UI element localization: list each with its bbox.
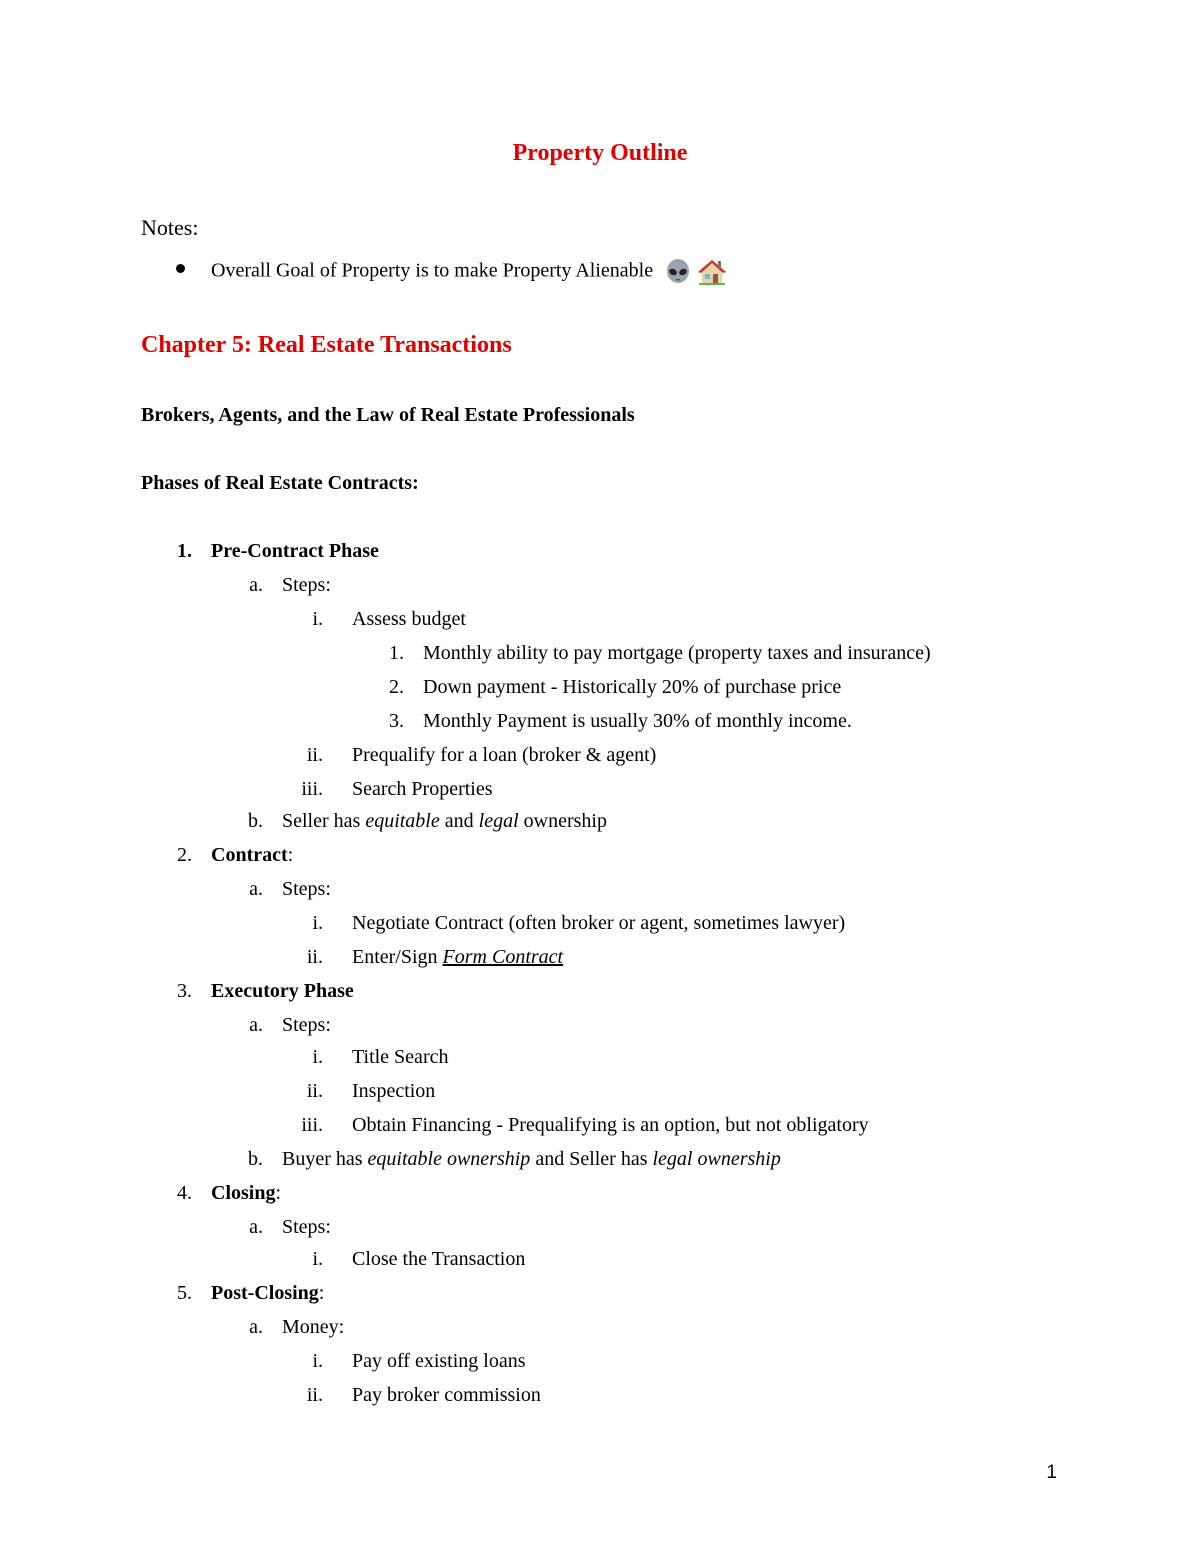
- emphasis-text: equitable ownership: [367, 1148, 531, 1170]
- list-letter: a.: [249, 878, 263, 900]
- house-icon: [697, 258, 727, 286]
- list-item: Monthly ability to pay mortgage (property taxes and insurance): [423, 642, 931, 664]
- emphasis-text: equitable: [365, 810, 440, 832]
- list-item: Obtain Financing - Prequalifying is an option, but not obligatory: [352, 1114, 869, 1136]
- phases-heading: Phases of Real Estate Contracts:: [141, 472, 419, 494]
- list-item: Inspection: [352, 1080, 436, 1102]
- bullet-icon: [176, 264, 185, 273]
- list-roman: i.: [312, 608, 323, 630]
- list-item: Title Search: [352, 1046, 449, 1068]
- list-roman: ii.: [306, 946, 323, 968]
- text-run: Seller has: [282, 810, 366, 832]
- phase-title-text: Contract: [211, 844, 288, 866]
- alien-icon: [664, 258, 692, 286]
- document-title: Property Outline: [512, 140, 688, 166]
- phase-title-text: Executory Phase: [211, 980, 354, 1002]
- list-number: 5.: [177, 1282, 192, 1304]
- list-roman: ii.: [306, 744, 323, 766]
- list-number: 1.: [389, 642, 404, 664]
- list-number: 2.: [177, 844, 192, 866]
- emoji-group: [664, 258, 727, 286]
- list-number: 3.: [389, 710, 404, 732]
- text-run: ownership: [518, 810, 607, 832]
- phase-title: [211, 844, 293, 867]
- list-roman: i.: [312, 1248, 323, 1270]
- list-item: Down payment - Historically 20% of purchase price: [423, 676, 842, 698]
- list-item: Pay broker commission: [352, 1384, 541, 1406]
- list-item: Monthly Payment is usually 30% of monthly income.: [423, 710, 852, 732]
- phase-title-suffix: :: [318, 1282, 325, 1304]
- list-letter: a.: [249, 1216, 263, 1238]
- list-item: Close the Transaction: [352, 1248, 526, 1270]
- notes-item: [211, 258, 727, 286]
- list-roman: iii.: [301, 1114, 323, 1136]
- list-item: Money:: [282, 1316, 345, 1338]
- list-roman: ii.: [306, 1384, 323, 1406]
- phase-title: [211, 1282, 324, 1305]
- phase-title: [211, 540, 379, 563]
- list-letter: a.: [249, 1014, 263, 1036]
- list-item: Steps:: [282, 878, 331, 900]
- text-run: Buyer has: [282, 1148, 368, 1170]
- list-roman: i.: [312, 1046, 323, 1068]
- phase-title-text: Closing: [211, 1182, 276, 1204]
- list-item: Steps:: [282, 574, 331, 596]
- list-item: Pay off existing loans: [352, 1350, 526, 1372]
- list-letter: a.: [249, 1316, 263, 1338]
- list-number: 4.: [177, 1182, 192, 1204]
- list-roman: i.: [312, 1350, 323, 1372]
- notes-label: Notes:: [141, 215, 199, 240]
- list-item: Steps:: [282, 1014, 331, 1036]
- list-number: 3.: [177, 980, 192, 1002]
- list-item: Assess budget: [352, 608, 466, 630]
- notes-item-text: Overall Goal of Property is to make Property Alienable: [211, 259, 654, 282]
- list-roman: i.: [312, 912, 323, 934]
- chapter-heading: Chapter 5: Real Estate Transactions: [141, 332, 512, 358]
- emphasis-text: legal ownership: [652, 1148, 781, 1170]
- phase-title-text: Pre-Contract Phase: [211, 540, 379, 562]
- list-roman: iii.: [301, 778, 323, 800]
- list-item: Negotiate Contract (often broker or agent, sometimes lawyer): [352, 912, 846, 934]
- list-item: [352, 946, 563, 969]
- list-item: Steps:: [282, 1216, 331, 1238]
- text-run: and Seller has: [530, 1148, 653, 1170]
- list-letter: a.: [249, 574, 263, 596]
- text-run: Enter/Sign: [352, 946, 443, 968]
- list-number: 2.: [389, 676, 404, 698]
- emphasis-text: legal: [478, 810, 519, 832]
- list-number: 1.: [177, 540, 192, 562]
- phase-title: [211, 1182, 281, 1205]
- form-contract-link[interactable]: Form Contract: [442, 946, 564, 968]
- phase-title-text: Post-Closing: [211, 1282, 319, 1304]
- phase-title: [211, 980, 354, 1003]
- list-item: Search Properties: [352, 778, 493, 800]
- phase-title-suffix: :: [275, 1182, 282, 1204]
- page-number: 1: [1046, 1462, 1057, 1483]
- list-item: [282, 1148, 781, 1171]
- list-roman: ii.: [306, 1080, 323, 1102]
- list-item: [282, 810, 607, 833]
- list-letter: b.: [248, 1148, 263, 1170]
- list-letter: b.: [248, 810, 263, 832]
- section-heading: Brokers, Agents, and the Law of Real Estate Professionals: [141, 404, 635, 426]
- text-run: and: [439, 810, 479, 832]
- phase-title-suffix: :: [287, 844, 294, 866]
- list-item: Prequalify for a loan (broker & agent): [352, 744, 657, 766]
